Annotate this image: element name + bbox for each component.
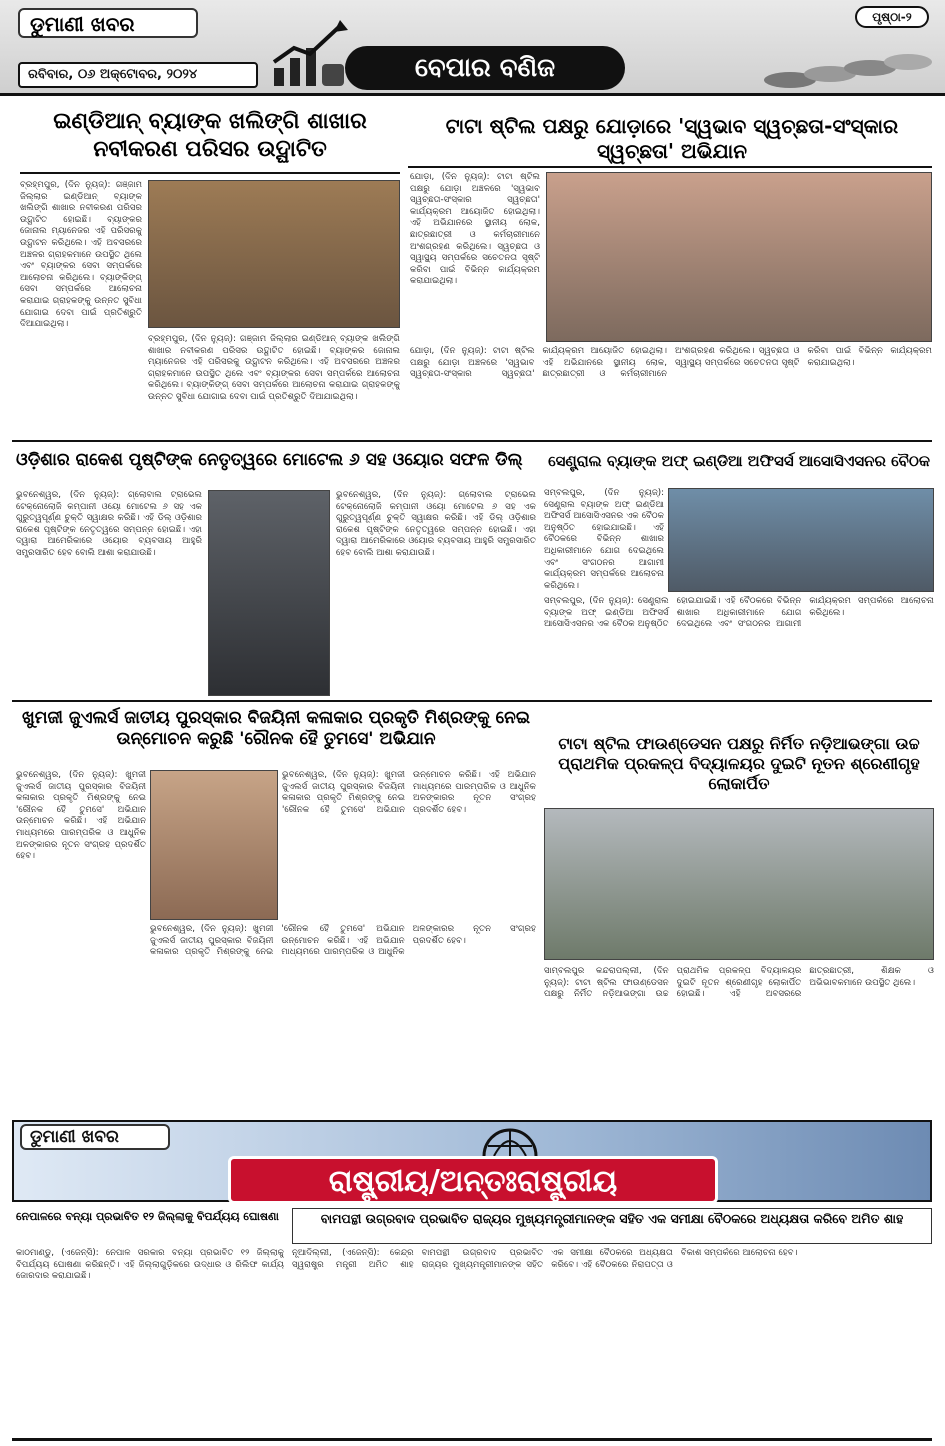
article-1-headline: ଇଣ୍ଡିଆନ୍ ବ୍ୟାଙ୍କ ଖଲିଙ୍ଗି ଶାଖାର ନବୀକରଣ ପରିସର ଉଦ୍ଘାଟିତ: [53, 109, 367, 162]
growth-chart-icon: [270, 18, 350, 90]
article-4-photo: [668, 488, 934, 592]
section-title: ବେପାର ବଣିଜ: [345, 46, 625, 90]
divider: [12, 700, 932, 702]
article-3-portrait: [208, 490, 330, 696]
bottom-article-1-body: କାଠମାଣ୍ଡୁ, (ଏଜେନ୍ସି): ନେପାଳ ସରକାର ବନ୍ୟା ପ୍ରଭାବିତ ୧୨ ଜିଲ୍ଲାକୁ ବିପର୍ଯ୍ୟୟ ଘୋଷଣା କରିଛନ୍ତି। ଏହି ଜିଲ୍ଲାଗୁଡ଼ିକରେ ଉଦ୍ଧାର ଓ ରିଲିଫ କାର୍ଯ୍ୟ ଜୋରଦାର କରାଯାଇଛି।: [16, 1248, 284, 1282]
article-5-body-cont2: ଭୁବନେଶ୍ୱର, (ଦିନ ନ୍ୟୁଜ୍): ଖୁମଜୀ ଜୁଏଲର୍ସ ଜାତୀୟ ପୁରସ୍କାର ବିଜୟିନୀ କଳାକାର ପ୍ରକୃତି ମିଶ୍ରଙ୍କୁ ନେଇ 'ରୌନକ ହୈ ତୁମସେ' ଅଭିଯାନ ଉନ୍ମୋଚନ କରିଛି। ଏହି ଅଭିଯାନ ମାଧ୍ୟମରେ ପାରମ୍ପରିକ ଓ ଆଧୁନିକ ଅଳଙ୍କାରର ନୂତନ ସଂଗ୍ରହ ପ୍ରଦର୍ଶିତ ହେବ।: [282, 770, 536, 815]
article-3-headline: ଓଡ଼ିଶାର ରାକେଶ ପୃଷ୍ଟିଙ୍କ ନେତୃତ୍ୱରେ ମୋଟେଲ ୬ ସହ ଓୟୋର ସଫଳ ଡିଲ୍: [16, 450, 523, 470]
divider: [12, 440, 932, 442]
divider: [408, 166, 932, 168]
article-4-body: ସମ୍ବଲପୁର, (ଦିନ ନ୍ୟୁଜ୍): ସେଣ୍ଟ୍ରାଲ ବ୍ୟାଙ୍କ ଅଫ୍ ଇଣ୍ଡିଆ ଅଫିସର୍ସ ଆସୋସିଏସନର ଏକ ବୈଠକ ଅନୁଷ୍ଠିତ ହୋଇଯାଇଛି। ଏହି ବୈଠକରେ ବିଭିନ୍ନ ଶାଖାର ଅଧିକାରୀମାନେ ଯୋଗ ଦେଇଥିଲେ ଏବଂ ସଂଗଠନର ଆଗାମୀ କାର୍ଯ୍ୟକ୍ରମ ସମ୍ପର୍କରେ ଆଲୋଚନା କରିଥିଲେ।: [544, 488, 664, 591]
article-2-body-cont: ଯୋଡ଼ା, (ଦିନ ନ୍ୟୁଜ୍): ଟାଟା ଷ୍ଟିଲ ପକ୍ଷରୁ ଯୋଡ଼ା ଅଞ୍ଚଳରେ 'ସ୍ୱଭାବ ସ୍ୱଚ୍ଛତା-ସଂସ୍କାର ସ୍ୱଚ୍ଛତା' କାର୍ଯ୍ୟକ୍ରମ ଆୟୋଜିତ ହୋଇଥିଲା। ଏହି ଅଭିଯାନରେ ସ୍ଥାନୀୟ ଲୋକ, ଛାତ୍ରଛାତ୍ରୀ ଓ କର୍ମଚାରୀମାନେ ଅଂଶଗ୍ରହଣ କରିଥିଲେ। ସ୍ୱଚ୍ଛତା ଓ ସ୍ୱାସ୍ଥ୍ୟ ସମ୍ପର୍କରେ ସଚେତନତା ସୃଷ୍ଟି କରିବା ପାଇଁ ବିଭିନ୍ନ କାର୍ଯ୍ୟକ୍ରମ କରାଯାଇଥିଲା।: [410, 346, 932, 380]
article-3-body-cont: ଭୁବନେଶ୍ୱର, (ଦିନ ନ୍ୟୁଜ୍): ଗ୍ଲୋବାଲ ଟ୍ରାଭେଲ ଟେକ୍ନୋଲୋଜି କମ୍ପାନୀ ଓୟୋ ମୋଟେଲ ୬ ସହ ଏକ ଗୁରୁତ୍ୱପୂର୍ଣ୍ଣ ଚୁକ୍ତି ସ୍ୱାକ୍ଷର କରିଛି। ଏହି ଡିଲ୍ ଓଡ଼ିଶାର ରାକେଶ ପୃଷ୍ଟିଙ୍କ ନେତୃତ୍ୱରେ ସମ୍ପନ୍ନ ହୋଇଛି। ଏହା ଦ୍ୱାରା ଆମେରିକାରେ ଓୟୋର ବ୍ୟବସାୟ ଆହୁରି ସମ୍ପ୍ରସାରିତ ହେବ ବୋଲି ଆଶା କରାଯାଉଛି।: [336, 490, 536, 558]
article-1-photo: [148, 180, 400, 328]
article-3-body: ଭୁବନେଶ୍ୱର, (ଦିନ ନ୍ୟୁଜ୍): ଗ୍ଲୋବାଲ ଟ୍ରାଭେଲ ଟେକ୍ନୋଲୋଜି କମ୍ପାନୀ ଓୟୋ ମୋଟେଲ ୬ ସହ ଏକ ଗୁରୁତ୍ୱପୂର୍ଣ୍ଣ ଚୁକ୍ତି ସ୍ୱାକ୍ଷର କରିଛି। ଏହି ଡିଲ୍ ଓଡ଼ିଶାର ରାକେଶ ପୃଷ୍ଟିଙ୍କ ନେତୃତ୍ୱରେ ସମ୍ପନ୍ନ ହୋଇଛି। ଏହା ଦ୍ୱାରା ଆମେରିକାରେ ଓୟୋର ବ୍ୟବସାୟ ଆହୁରି ସମ୍ପ୍ରସାରିତ ହେବ ବୋଲି ଆଶା କରାଯାଉଛି।: [16, 490, 202, 558]
globe-icon: [480, 1124, 540, 1158]
article-5-body-cont: ଭୁବନେଶ୍ୱର, (ଦିନ ନ୍ୟୁଜ୍): ଖୁମଜୀ ଜୁଏଲର୍ସ ଜାତୀୟ ପୁରସ୍କାର ବିଜୟିନୀ କଳାକାର ପ୍ରକୃତି ମିଶ୍ରଙ୍କୁ ନେଇ 'ରୌନକ ହୈ ତୁମସେ' ଅଭିଯାନ ଉନ୍ମୋଚନ କରିଛି। ଏହି ଅଭିଯାନ ମାଧ୍ୟମରେ ପାରମ୍ପରିକ ଓ ଆଧୁନିକ ଅଳଙ୍କାରର ନୂତନ ସଂଗ୍ରହ ପ୍ରଦର୍ଶିତ ହେବ।: [150, 924, 536, 958]
article-1-body: ବ୍ରହ୍ମପୁର, (ଦିନ ନ୍ୟୁଜ୍): ଗଞ୍ଜାମ ଜିଲ୍ଲାର ଇଣ୍ଡିଆନ୍ ବ୍ୟାଙ୍କ ଖଲିଙ୍ଗି ଶାଖାର ନବୀକରଣ ପରିସର ଉଦ୍ଘାଟିତ ହୋଇଛି। ବ୍ୟାଙ୍କର ଜୋନାଲ ମ୍ୟାନେଜର ଏହି ପରିସରକୁ ଉଦ୍ଘାଟନ କରିଥିଲେ। ଏହି ଅବସରରେ ଅଞ୍ଚଳର ଗ୍ରାହକମାନେ ଉପସ୍ଥିତ ଥିଲେ ଏବଂ ବ୍ୟାଙ୍କର ସେବା ସମ୍ପର୍କରେ ଆଲୋଚନା କରିଥିଲେ। ବ୍ୟାଙ୍କିଙ୍ଗ୍ ସେବା ସମ୍ପର୍କରେ ଆଲୋଚନା କରାଯାଇ ଗ୍ରାହକଙ୍କୁ ଉନ୍ନତ ସୁବିଧା ଯୋଗାଇ ଦେବା ପାଇଁ ପ୍ରତିଶ୍ରୁତି ଦିଆଯାଇଥିଲା।: [20, 180, 142, 330]
article-2-headline: ଟାଟା ଷ୍ଟିଲ ପକ୍ଷରୁ ଯୋଡ଼ାରେ 'ସ୍ୱଭାବ ସ୍ୱଚ୍ଛତା-ସଂସ୍କାର ସ୍ୱଚ୍ଛତା' ଅଭିଯାନ: [445, 114, 899, 163]
national-international-title: ରାଷ୍ଟ୍ରୀୟ/ଅନ୍ତଃରାଷ୍ଟ୍ରୀୟ: [228, 1156, 718, 1204]
masthead: ଡୁମାଣୀ ଖବର: [18, 8, 198, 38]
article-6-body: ସାମ୍ବଲପୁର କନ୍ଦରାପଲ୍ଲୀ, (ଦିନ ନ୍ୟୁଜ୍): ଟାଟା ଷ୍ଟିଲ ଫାଉଣ୍ଡେସନ ପକ୍ଷରୁ ନିର୍ମିତ ନଡ଼ିଆଭଙ୍ଗା ଉଚ୍ଚ ପ୍ରାଥମିକ ପ୍ରକଳ୍ପ ବିଦ୍ୟାଳୟର ଦୁଇଟି ନୂତନ ଶ୍ରେଣୀଗୃହ ଲୋକାର୍ପିତ ହୋଇଛି। ଏହି ଅବସରରେ ଛାତ୍ରଛାତ୍ରୀ, ଶିକ୍ଷକ ଓ ଅଭିଭାବକମାନେ ଉପସ୍ଥିତ ଥିଲେ।: [544, 966, 934, 1000]
article-4-headline: ସେଣ୍ଟ୍ରାଲ ବ୍ୟାଙ୍କ ଅଫ୍ ଇଣ୍ଡିଆ ଅଫିସର୍ସ ଆସୋସିଏସନର ବୈଠକ: [548, 452, 930, 470]
article-4-body-cont: ସମ୍ବଲପୁର, (ଦିନ ନ୍ୟୁଜ୍): ସେଣ୍ଟ୍ରାଲ ବ୍ୟାଙ୍କ ଅଫ୍ ଇଣ୍ଡିଆ ଅଫିସର୍ସ ଆସୋସିଏସନର ଏକ ବୈଠକ ଅନୁଷ୍ଠିତ ହୋଇଯାଇଛି। ଏହି ବୈଠକରେ ବିଭିନ୍ନ ଶାଖାର ଅଧିକାରୀମାନେ ଯୋଗ ଦେଇଥିଲେ ଏବଂ ସଂଗଠନର ଆଗାମୀ କାର୍ଯ୍ୟକ୍ରମ ସମ୍ପର୍କରେ ଆଲୋଚନା କରିଥିଲେ।: [544, 596, 934, 630]
article-2-photo: [546, 172, 932, 342]
article-2-body: ଯୋଡ଼ା, (ଦିନ ନ୍ୟୁଜ୍): ଟାଟା ଷ୍ଟିଲ ପକ୍ଷରୁ ଯୋଡ଼ା ଅଞ୍ଚଳରେ 'ସ୍ୱଭାବ ସ୍ୱଚ୍ଛତା-ସଂସ୍କାର ସ୍ୱଚ୍ଛତା' କାର୍ଯ୍ୟକ୍ରମ ଆୟୋଜିତ ହୋଇଥିଲା। ଏହି ଅଭିଯାନରେ ସ୍ଥାନୀୟ ଲୋକ, ଛାତ୍ରଛାତ୍ରୀ ଓ କର୍ମଚାରୀମାନେ ଅଂଶଗ୍ରହଣ କରିଥିଲେ। ସ୍ୱଚ୍ଛତା ଓ ସ୍ୱାସ୍ଥ୍ୟ ସମ୍ପର୍କରେ ସଚେତନତା ସୃଷ୍ଟି କରିବା ପାଇଁ ବିଭିନ୍ନ କାର୍ଯ୍ୟକ୍ରମ କରାଯାଇଥିଲା।: [410, 172, 540, 287]
coins-icon: [760, 40, 935, 92]
bottom-article-2-headline: ବାମପନ୍ଥୀ ଉଗ୍ରବାଦ ପ୍ରଭାବିତ ରାଜ୍ୟର ମୁଖ୍ୟମନ୍ତ୍ରୀମାନଙ୍କ ସହିତ ଏକ ସମୀକ୍ଷା ବୈଠକରେ ଅଧ୍ୟକ୍ଷତା କରିବେ ଅମିତ ଶାହ: [292, 1208, 932, 1244]
article-1-body-cont: ବ୍ରହ୍ମପୁର, (ଦିନ ନ୍ୟୁଜ୍): ଗଞ୍ଜାମ ଜିଲ୍ଲାର ଇଣ୍ଡିଆନ୍ ବ୍ୟାଙ୍କ ଖଲିଙ୍ଗି ଶାଖାର ନବୀକରଣ ପରିସର ଉଦ୍ଘାଟିତ ହୋଇଛି। ବ୍ୟାଙ୍କର ଜୋନାଲ ମ୍ୟାନେଜର ଏହି ପରିସରକୁ ଉଦ୍ଘାଟନ କରିଥିଲେ। ଏହି ଅବସରରେ ଅଞ୍ଚଳର ଗ୍ରାହକମାନେ ଉପସ୍ଥିତ ଥିଲେ ଏବଂ ବ୍ୟାଙ୍କର ସେବା ସମ୍ପର୍କରେ ଆଲୋଚନା କରିଥିଲେ। ବ୍ୟାଙ୍କିଙ୍ଗ୍ ସେବା ସମ୍ପର୍କରେ ଆଲୋଚନା କରାଯାଇ ଗ୍ରାହକଙ୍କୁ ଉନ୍ନତ ସୁବିଧା ଯୋଗାଇ ଦେବା ପାଇଁ ପ୍ରତିଶ୍ରୁତି ଦିଆଯାଇଥିଲା।: [148, 334, 400, 402]
bottom-article-2-body: ନୂଆଦିଲ୍ଲୀ, (ଏଜେନ୍ସି): କେନ୍ଦ୍ର ସ୍ୱରାଷ୍ଟ୍ର ମନ୍ତ୍ରୀ ଅମିତ ଶାହ ବାମପନ୍ଥୀ ଉଗ୍ରବାଦ ପ୍ରଭାବିତ ରାଜ୍ୟର ମୁଖ୍ୟମନ୍ତ୍ରୀମାନଙ୍କ ସହିତ ଏକ ସମୀକ୍ଷା ବୈଠକରେ ଅଧ୍ୟକ୍ଷତା କରିବେ। ଏହି ବୈଠକରେ ନିରାପତ୍ତା ଓ ବିକାଶ ସମ୍ପର୍କରେ ଆଲୋଚନା ହେବ।: [292, 1248, 798, 1270]
footer-rule: [12, 1438, 932, 1441]
article-6-photo: [544, 808, 934, 960]
page-number: ପୃଷ୍ଠା-୨: [855, 6, 929, 28]
article-5-headline: ଖୁମଜୀ ଜୁଏଲର୍ସ ଜାତୀୟ ପୁରସ୍କାର ବିଜୟିନୀ କଳାକାର ପ୍ରକୃତି ମିଶ୍ରଙ୍କୁ ନେଇ ଉନ୍ମୋଚନ କରୁଛି 'ରୌନକ ହୈ ତୁମସେ' ଅଭିଯାନ: [22, 708, 530, 750]
bottom-article-1-headline: ନେପାଳରେ ବନ୍ୟା ପ୍ରଭାବିତ ୧୨ ଜିଲ୍ଲାକୁ ବିପର୍ଯ୍ୟୟ ଘୋଷଣା: [16, 1210, 279, 1223]
article-6-headline: ଟାଟା ଷ୍ଟିଲ ଫାଉଣ୍ଡେସନ ପକ୍ଷରୁ ନିର୍ମିତ ନଡ଼ିଆଭଙ୍ଗା ଉଚ୍ଚ ପ୍ରାଥମିକ ପ୍ରକଳ୍ପ ବିଦ୍ୟାଳୟର ଦୁଇଟି ନୂତନ ଶ୍ରେଣୀଗୃହ ଲୋକାର୍ପିତ: [558, 734, 920, 793]
article-5-portrait: [150, 770, 278, 920]
masthead-secondary: ଡୁମାଣୀ ଖବର: [20, 1124, 170, 1150]
article-5-body: ଭୁବନେଶ୍ୱର, (ଦିନ ନ୍ୟୁଜ୍): ଖୁମଜୀ ଜୁଏଲର୍ସ ଜାତୀୟ ପୁରସ୍କାର ବିଜୟିନୀ କଳାକାର ପ୍ରକୃତି ମିଶ୍ରଙ୍କୁ ନେଇ 'ରୌନକ ହୈ ତୁମସେ' ଅଭିଯାନ ଉନ୍ମୋଚନ କରିଛି। ଏହି ଅଭିଯାନ ମାଧ୍ୟମରେ ପାରମ୍ପରିକ ଓ ଆଧୁନିକ ଅଳଙ୍କାରର ନୂତନ ସଂଗ୍ରହ ପ୍ରଦର୍ଶିତ ହେବ।: [16, 770, 146, 862]
issue-date: ରବିବାର, ୦୬ ଅକ୍ଟୋବର, ୨୦୨୪: [18, 62, 258, 88]
divider: [20, 172, 400, 174]
